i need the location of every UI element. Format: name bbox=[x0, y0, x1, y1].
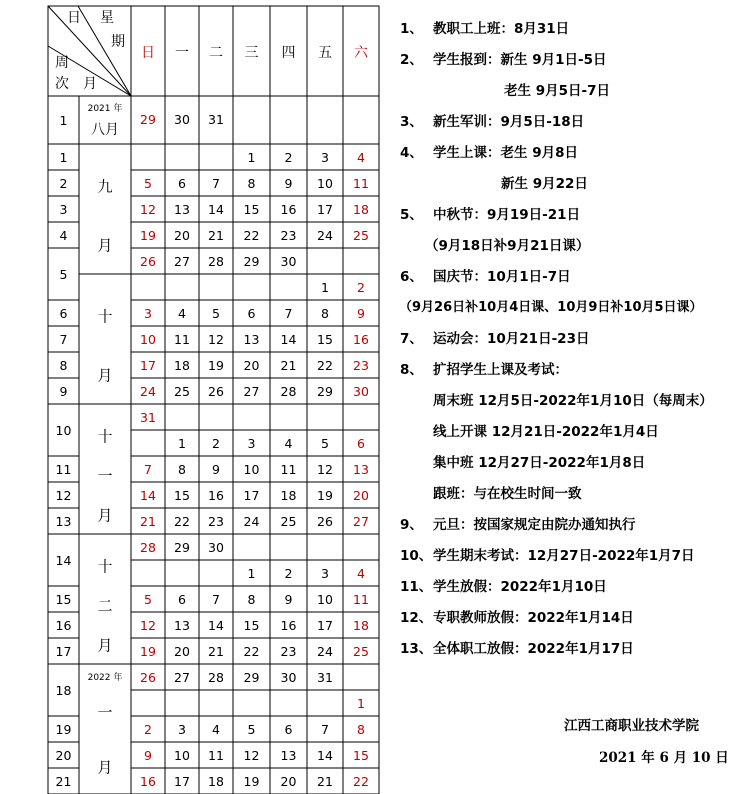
weekday-label: 五 bbox=[318, 45, 332, 61]
day-number: 16 bbox=[280, 202, 297, 217]
week-number: 12 bbox=[55, 488, 72, 503]
week-number: 18 bbox=[55, 683, 72, 698]
day-number: 14 bbox=[208, 618, 224, 633]
month-name-char: 十 bbox=[97, 557, 113, 576]
day-number: 28 bbox=[140, 540, 156, 555]
note-11: 11、学生放假：2022年1月10日 bbox=[400, 579, 607, 595]
note-8: 8、 扩招学生上课及考试： bbox=[400, 362, 568, 378]
day-number: 9 bbox=[284, 176, 293, 191]
day-number: 21 bbox=[317, 774, 333, 789]
day-number: 16 bbox=[140, 774, 156, 789]
week-number: 8 bbox=[59, 358, 68, 373]
note-6-cont: （9月26日补10月4日课、10月9日补10月5日课） bbox=[399, 300, 703, 315]
day-number: 12 bbox=[317, 462, 333, 477]
day-number: 2 bbox=[284, 150, 293, 165]
day-number: 31 bbox=[317, 670, 333, 685]
day-cells bbox=[140, 112, 369, 789]
day-number: 7 bbox=[321, 722, 329, 737]
month-name-char: 月 bbox=[97, 236, 113, 255]
day-number: 14 bbox=[208, 202, 224, 217]
note-4: 4、 学生上课：老生 9月8日 bbox=[400, 145, 578, 161]
note-4-cont: 新生 9月22日 bbox=[501, 176, 588, 192]
day-number: 11 bbox=[208, 748, 224, 763]
week-number: 9 bbox=[59, 384, 68, 399]
day-number: 14 bbox=[140, 488, 156, 503]
day-number: 19 bbox=[140, 644, 156, 659]
month-name-char: 十 bbox=[97, 307, 113, 326]
month-name-char: 十 bbox=[97, 427, 113, 446]
day-number: 19 bbox=[140, 228, 156, 243]
day-number: 13 bbox=[174, 202, 190, 217]
header-xing: 星 bbox=[100, 10, 114, 26]
header-yue: 月 bbox=[83, 76, 97, 92]
day-number: 25 bbox=[353, 228, 369, 243]
day-number: 1 bbox=[247, 566, 256, 581]
day-number: 25 bbox=[174, 384, 190, 399]
day-number: 30 bbox=[174, 112, 190, 127]
day-number: 9 bbox=[284, 592, 293, 607]
note-2: 2、 学生报到：新生 9月1日-5日 bbox=[400, 52, 607, 68]
day-number: 3 bbox=[247, 436, 256, 451]
week-number: 5 bbox=[59, 267, 68, 282]
day-number: 11 bbox=[174, 332, 190, 347]
day-number: 1 bbox=[247, 150, 256, 165]
month-name: 八月 bbox=[91, 122, 119, 138]
day-number: 16 bbox=[280, 618, 297, 633]
header-ci: 次 bbox=[55, 76, 69, 92]
week-number: 6 bbox=[59, 306, 68, 321]
day-number: 29 bbox=[317, 384, 333, 399]
day-number: 6 bbox=[178, 592, 186, 607]
day-number: 17 bbox=[140, 358, 156, 373]
day-number: 25 bbox=[353, 644, 369, 659]
day-number: 3 bbox=[321, 150, 329, 165]
day-number: 1 bbox=[357, 696, 365, 711]
weekday-label: 六 bbox=[354, 45, 368, 61]
day-number: 29 bbox=[243, 254, 260, 269]
day-number: 27 bbox=[174, 254, 190, 269]
header-zhou: 周 bbox=[55, 55, 69, 71]
day-number: 20 bbox=[174, 644, 190, 659]
day-number: 21 bbox=[140, 514, 156, 529]
day-number: 28 bbox=[208, 254, 224, 269]
day-number: 18 bbox=[353, 618, 369, 633]
day-number: 29 bbox=[140, 112, 156, 127]
day-number: 26 bbox=[140, 670, 156, 685]
note-8-intensive: 集中班 12月27日-2022年1月8日 bbox=[433, 455, 646, 471]
signature-date: 2021 年 6 月 10 日 bbox=[599, 750, 729, 766]
day-number: 15 bbox=[174, 488, 190, 503]
day-number: 8 bbox=[178, 462, 186, 477]
week-number: 7 bbox=[59, 332, 68, 347]
day-number: 6 bbox=[357, 436, 365, 451]
day-number: 2 bbox=[357, 280, 365, 295]
day-number: 3 bbox=[178, 722, 186, 737]
day-number: 2 bbox=[212, 436, 220, 451]
month-name-char: 九 bbox=[97, 177, 113, 196]
day-number: 29 bbox=[243, 670, 260, 685]
day-number: 19 bbox=[208, 358, 224, 373]
day-number: 20 bbox=[174, 228, 190, 243]
day-number: 10 bbox=[174, 748, 190, 763]
weekday-label: 一 bbox=[175, 45, 189, 61]
day-number: 8 bbox=[357, 722, 365, 737]
signature-institution: 江西工商职业技术学院 bbox=[564, 718, 699, 734]
day-number: 8 bbox=[247, 176, 256, 191]
day-number: 10 bbox=[317, 592, 333, 607]
note-12: 12、专职教师放假：2022年1月14日 bbox=[400, 610, 634, 626]
day-number: 9 bbox=[212, 462, 220, 477]
day-number: 7 bbox=[212, 592, 220, 607]
day-number: 12 bbox=[208, 332, 224, 347]
note-2-cont: 老生 9月5日-7日 bbox=[504, 83, 610, 99]
day-number: 23 bbox=[208, 514, 224, 529]
day-number: 18 bbox=[208, 774, 224, 789]
week-numbers bbox=[56, 113, 72, 789]
month-name-char: 一 bbox=[97, 467, 113, 485]
month-year-note: 2021 年 bbox=[87, 104, 123, 114]
week-number: 17 bbox=[55, 644, 72, 659]
week-number: 16 bbox=[55, 618, 72, 633]
day-number: 1 bbox=[321, 280, 329, 295]
day-number: 21 bbox=[208, 228, 224, 243]
week-number: 1 bbox=[59, 113, 68, 128]
note-8-online: 线上开课 12月21日-2022年1月4日 bbox=[433, 424, 659, 440]
week-number: 13 bbox=[55, 514, 72, 529]
day-number: 19 bbox=[243, 774, 260, 789]
day-number: 30 bbox=[280, 254, 297, 269]
day-number: 11 bbox=[353, 176, 369, 191]
day-number: 24 bbox=[317, 644, 333, 659]
day-number: 23 bbox=[280, 228, 297, 243]
day-number: 31 bbox=[208, 112, 224, 127]
week-number: 21 bbox=[55, 774, 72, 789]
day-number: 4 bbox=[284, 436, 293, 451]
week-number: 15 bbox=[55, 592, 72, 607]
day-number: 22 bbox=[174, 514, 190, 529]
note-1: 1、 教职工上班：8月31日 bbox=[400, 21, 570, 37]
day-number: 18 bbox=[280, 488, 297, 503]
day-number: 4 bbox=[357, 150, 365, 165]
day-number: 10 bbox=[317, 176, 333, 191]
note-8-weekend: 周末班 12月5日-2022年1月10日（每周末） bbox=[433, 393, 713, 409]
weekday-headers bbox=[141, 45, 369, 61]
month-labels bbox=[88, 102, 123, 777]
day-number: 23 bbox=[280, 644, 297, 659]
week-number: 14 bbox=[55, 553, 72, 568]
day-number: 15 bbox=[353, 748, 369, 763]
day-number: 6 bbox=[247, 306, 256, 321]
week-number: 1 bbox=[59, 150, 68, 165]
month-name-char: 二 bbox=[97, 597, 113, 615]
day-number: 1 bbox=[178, 436, 186, 451]
weekday-label: 三 bbox=[244, 45, 259, 61]
weekday-label: 四 bbox=[281, 45, 296, 61]
month-name-char: 月 bbox=[97, 506, 113, 525]
day-number: 28 bbox=[280, 384, 297, 399]
month-name-char: 月 bbox=[97, 636, 113, 655]
week-number: 3 bbox=[59, 202, 68, 217]
day-number: 25 bbox=[280, 514, 297, 529]
day-number: 7 bbox=[144, 462, 152, 477]
day-number: 16 bbox=[353, 332, 369, 347]
day-number: 5 bbox=[144, 176, 152, 191]
note-8-follow: 跟班：与在校生时间一致 bbox=[433, 486, 582, 502]
day-number: 22 bbox=[243, 228, 260, 243]
week-number: 10 bbox=[55, 423, 72, 438]
note-9: 9、 元旦：按国家规定由院办通知执行 bbox=[400, 517, 636, 533]
note-7: 7、 运动会：10月21日-23日 bbox=[400, 331, 590, 347]
day-number: 27 bbox=[353, 514, 369, 529]
day-number: 30 bbox=[280, 670, 297, 685]
day-number: 11 bbox=[280, 462, 297, 477]
day-number: 12 bbox=[140, 618, 156, 633]
week-number: 19 bbox=[55, 722, 72, 737]
day-number: 17 bbox=[317, 618, 333, 633]
month-name-char: 一 bbox=[97, 703, 113, 722]
day-number: 23 bbox=[353, 358, 369, 373]
day-number: 17 bbox=[317, 202, 333, 217]
day-number: 31 bbox=[140, 410, 156, 425]
day-number: 28 bbox=[208, 670, 224, 685]
day-number: 5 bbox=[144, 592, 152, 607]
month-name-char: 月 bbox=[97, 366, 113, 385]
week-number: 11 bbox=[55, 462, 72, 477]
day-number: 15 bbox=[243, 202, 260, 217]
day-number: 21 bbox=[208, 644, 224, 659]
day-number: 26 bbox=[208, 384, 224, 399]
day-number: 24 bbox=[140, 384, 156, 399]
day-number: 6 bbox=[178, 176, 186, 191]
day-number: 5 bbox=[247, 722, 256, 737]
day-number: 20 bbox=[243, 358, 260, 373]
day-number: 24 bbox=[243, 514, 260, 529]
day-number: 27 bbox=[174, 670, 190, 685]
day-number: 15 bbox=[317, 332, 333, 347]
day-number: 21 bbox=[280, 358, 297, 373]
note-3: 3、 新生军训：9月5日-18日 bbox=[400, 114, 585, 130]
day-number: 20 bbox=[353, 488, 369, 503]
note-5: 5、 中秋节：9月19日-21日 bbox=[400, 207, 581, 223]
day-number: 27 bbox=[243, 384, 260, 399]
notes-panel bbox=[400, 0, 749, 794]
day-number: 3 bbox=[144, 306, 152, 321]
day-number: 12 bbox=[140, 202, 156, 217]
day-number: 10 bbox=[140, 332, 156, 347]
week-number: 2 bbox=[59, 176, 68, 191]
day-number: 24 bbox=[317, 228, 333, 243]
note-13: 13、全体职工放假：2022年1月17日 bbox=[400, 641, 634, 657]
day-number: 17 bbox=[174, 774, 190, 789]
day-number: 10 bbox=[243, 462, 260, 477]
day-number: 22 bbox=[353, 774, 369, 789]
day-number: 13 bbox=[243, 332, 260, 347]
day-number: 20 bbox=[280, 774, 297, 789]
header-ri: 日 bbox=[67, 10, 81, 26]
day-number: 9 bbox=[357, 306, 365, 321]
note-5-cont: （9月18日补9月21日课） bbox=[425, 238, 590, 254]
day-number: 26 bbox=[140, 254, 156, 269]
day-number: 7 bbox=[284, 306, 293, 321]
day-number: 30 bbox=[208, 540, 224, 555]
day-number: 26 bbox=[317, 514, 333, 529]
day-number: 2 bbox=[284, 566, 293, 581]
day-number: 17 bbox=[243, 488, 260, 503]
day-number: 13 bbox=[174, 618, 190, 633]
day-number: 22 bbox=[243, 644, 260, 659]
day-number: 19 bbox=[317, 488, 333, 503]
day-number: 30 bbox=[353, 384, 369, 399]
day-number: 11 bbox=[353, 592, 369, 607]
week-number: 20 bbox=[55, 748, 72, 763]
day-number: 14 bbox=[317, 748, 333, 763]
day-number: 7 bbox=[212, 176, 220, 191]
day-number: 13 bbox=[280, 748, 297, 763]
day-number: 15 bbox=[243, 618, 260, 633]
day-number: 2 bbox=[144, 722, 152, 737]
day-number: 18 bbox=[174, 358, 190, 373]
day-number: 5 bbox=[321, 436, 329, 451]
note-6: 6、 国庆节：10月1日-7日 bbox=[400, 269, 571, 285]
day-number: 5 bbox=[212, 306, 220, 321]
day-number: 13 bbox=[353, 462, 369, 477]
day-number: 16 bbox=[208, 488, 224, 503]
day-number: 12 bbox=[243, 748, 260, 763]
weekday-label: 日 bbox=[141, 45, 155, 61]
day-number: 6 bbox=[284, 722, 293, 737]
day-number: 4 bbox=[357, 566, 365, 581]
day-number: 4 bbox=[178, 306, 186, 321]
weekday-label: 二 bbox=[209, 45, 223, 61]
header-qi: 期 bbox=[111, 34, 125, 50]
day-number: 22 bbox=[317, 358, 333, 373]
day-number: 18 bbox=[353, 202, 369, 217]
day-number: 14 bbox=[280, 332, 297, 347]
week-number: 4 bbox=[59, 228, 68, 243]
day-number: 4 bbox=[212, 722, 220, 737]
day-number: 8 bbox=[321, 306, 329, 321]
month-name-char: 月 bbox=[97, 758, 113, 777]
day-number: 3 bbox=[321, 566, 329, 581]
day-number: 29 bbox=[174, 540, 190, 555]
month-year-note: 2022 年 bbox=[87, 673, 123, 683]
day-number: 9 bbox=[144, 748, 152, 763]
note-10: 10、学生期末考试：12月27日-2022年1月7日 bbox=[400, 548, 695, 564]
day-number: 8 bbox=[247, 592, 256, 607]
